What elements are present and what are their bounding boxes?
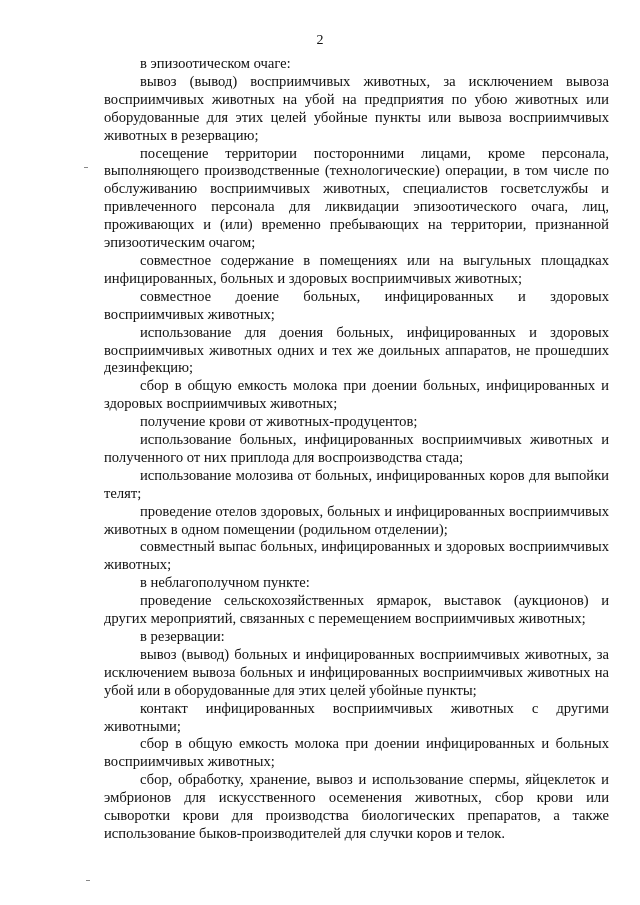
paragraph: проведение сельскохозяйственных ярмарок, выставок (аукционов) и других мероприятий, связанных с перемещением восприимчивых животных;: [104, 593, 609, 628]
paragraph: совместное содержание в помещениях или на выгульных площадках инфицированных, больных и здоровых восприимчивых животных;: [104, 252, 609, 287]
paragraph: использование молозива от больных, инфицированных коров для выпойки телят;: [104, 467, 609, 502]
paragraph: совместный выпас больных, инфицированных и здоровых восприимчивых животных;: [104, 539, 609, 574]
paragraph: вывоз (вывод) больных и инфицированных восприимчивых животных, за исключением вывоза больных и инфицированных восприимчивых животных на убой или в оборудованные для этих целей убойные пункты;: [104, 646, 609, 699]
paragraph: использование для доения больных, инфицированных и здоровых восприимчивых животных одних и тех же доильных аппаратов, не прошедших дезинфекцию;: [104, 324, 609, 377]
paragraph: совместное доение больных, инфицированных и здоровых восприимчивых животных;: [104, 288, 609, 323]
paragraph: использование больных, инфицированных восприимчивых животных и полученного от них приплода для воспроизводства стада;: [104, 432, 609, 466]
paragraph: проведение отелов здоровых, больных и инфицированных восприимчивых животных в одном помещении (родильном отделении);: [104, 503, 609, 538]
margin-mark-top: [84, 167, 88, 168]
paragraph: сбор, обработку, хранение, вывоз и использование спермы, яйцеклеток и эмбрионов для искусственного осеменения животных, сбор крови или сыворотки крови для производства биологических препаратов, а также использование быков-производителей для случки коров и телок.: [104, 772, 609, 842]
paragraph: сбор в общую емкость молока при доении инфицированных и больных восприимчивых животных;: [104, 736, 609, 771]
paragraph: сбор в общую емкость молока при доении больных, инфицированных и здоровых восприимчивых животных;: [104, 378, 609, 413]
paragraph: в резервации:: [140, 629, 225, 645]
paragraph: в эпизоотическом очаге:: [140, 56, 291, 72]
paragraph: получение крови от животных-продуцентов;: [140, 414, 418, 431]
paragraph: контакт инфицированных восприимчивых животных с другими животными;: [104, 700, 609, 735]
document-body: [104, 56, 609, 844]
paragraph: посещение территории посторонними лицами, кроме персонала, выполняющего производственные (технологические) операции, в том числе по обслуживанию восприимчивых животных, специалистов госветслужбы и привлеченного персонала для ликвидации эпизоотического очага, лиц, проживающих и (или) временно пребывающих на территории, признанной эпизоотическим очагом;: [104, 145, 609, 252]
paragraph: вывоз (вывод) восприимчивых животных, за исключением вывоза восприимчивых животных на убой на предприятия по убою животных или оборудованные для этих целей убойные пункты или вывоза восприимчивых животных в резервацию;: [104, 73, 609, 144]
page-number: 2: [316, 33, 324, 48]
paragraph: в неблагополучном пункте:: [140, 575, 310, 592]
margin-mark-bottom: [86, 880, 90, 881]
